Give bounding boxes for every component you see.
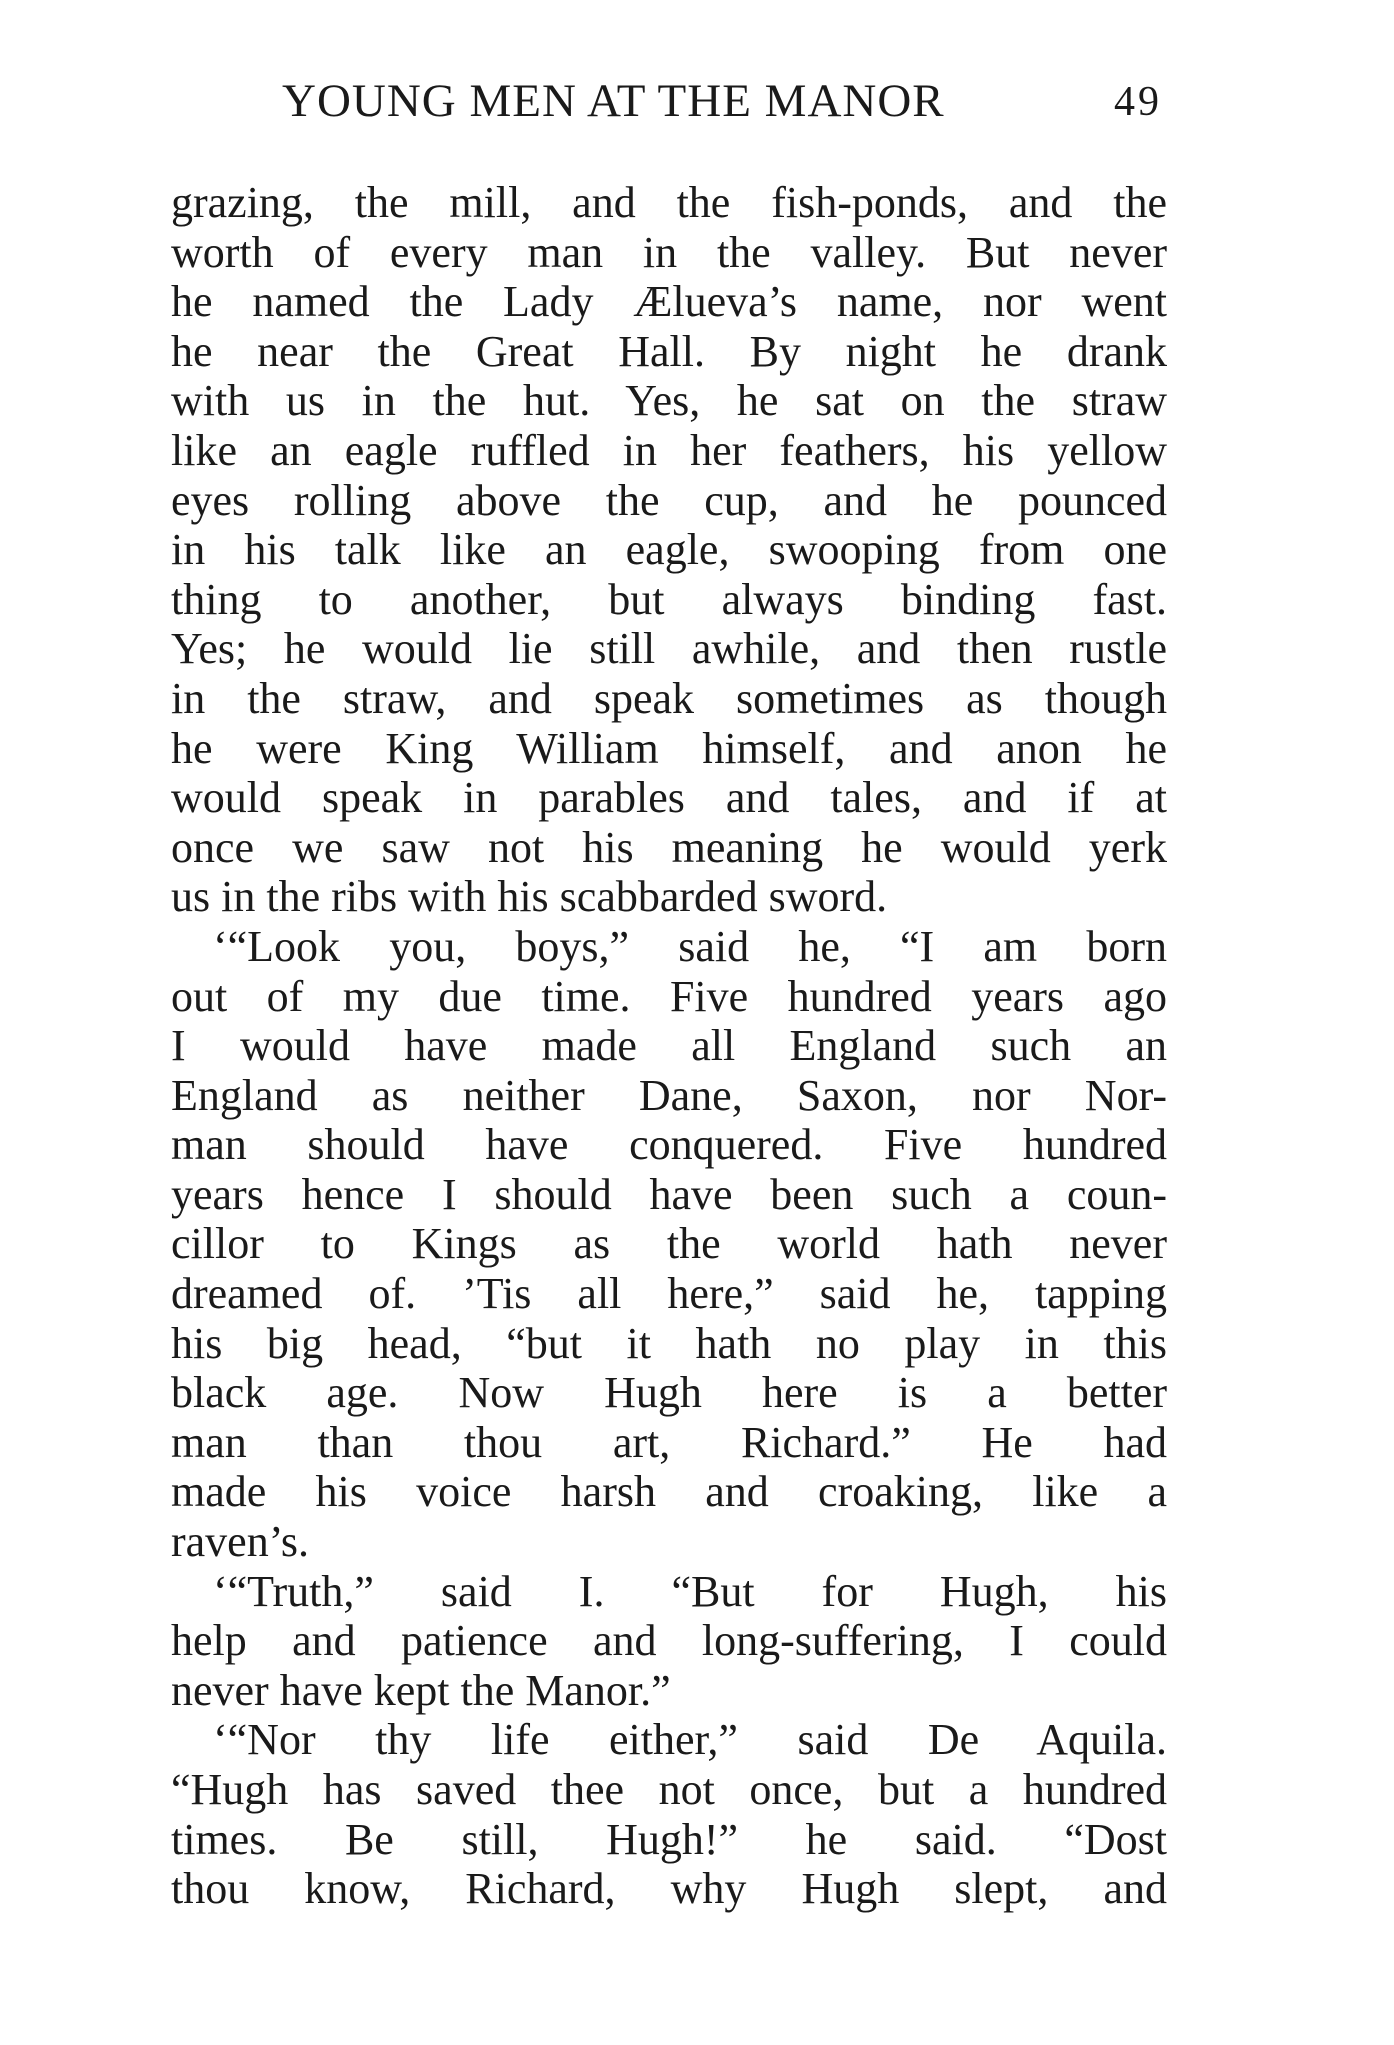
text-line: with us in the hut. Yes, he sat on the straw: [171, 376, 1167, 426]
text-line: Yes; he would lie still awhile, and then rustle: [171, 624, 1167, 674]
running-title: YOUNG MEN AT THE MANOR: [282, 75, 945, 127]
text-line: ‘“Nor thy life either,” said De Aquila.: [213, 1715, 1167, 1765]
text-line: never have kept the Manor.”: [171, 1665, 671, 1715]
text-line: worth of every man in the valley. But never: [171, 227, 1167, 277]
text-line: grazing, the mill, and the fish-ponds, and the: [171, 178, 1167, 227]
page-number: 49: [1114, 79, 1162, 125]
text-line: eyes rolling above the cup, and he pounced: [171, 475, 1167, 525]
body-text: [171, 178, 1167, 1914]
text-line: made his voice harsh and croaking, like a: [171, 1467, 1167, 1517]
text-line: thing to another, but always binding fast.: [171, 574, 1167, 624]
text-line: I would have made all England such an: [171, 1021, 1167, 1071]
text-line: help and patience and long-suffering, I could: [171, 1616, 1167, 1666]
text-line: ‘“Look you, boys,” said he, “I am born: [213, 921, 1167, 971]
text-line: thou know, Richard, why Hugh slept, and: [171, 1864, 1167, 1914]
text-line: he near the Great Hall. By night he drank: [171, 326, 1167, 376]
text-line: would speak in parables and tales, and if at: [171, 773, 1167, 823]
text-line: he named the Lady Ælueva’s name, nor went: [171, 277, 1167, 327]
text-line: years hence I should have been such a coun-: [171, 1169, 1167, 1219]
text-line: “Hugh has saved thee not once, but a hundred: [171, 1765, 1167, 1814]
text-line: man should have conquered. Five hundred: [171, 1120, 1167, 1170]
text-line: dreamed of. ’Tis all here,” said he, tapping: [171, 1269, 1167, 1319]
text-line: he were King William himself, and anon he: [171, 723, 1167, 773]
text-line: black age. Now Hugh here is a better: [171, 1368, 1167, 1418]
text-line: cillor to Kings as the world hath never: [171, 1219, 1167, 1269]
text-line: England as neither Dane, Saxon, nor Nor-: [171, 1070, 1167, 1120]
text-line: us in the ribs with his scabbarded sword.: [171, 872, 888, 922]
text-line: like an eagle ruffled in her feathers, his yellow: [171, 425, 1167, 475]
text-line: in his talk like an eagle, swooping from one: [171, 525, 1167, 575]
text-line: raven’s.: [171, 1517, 310, 1567]
text-line: ‘“Truth,” said I. “But for Hugh, his: [213, 1566, 1167, 1616]
text-line: once we saw not his meaning he would yerk: [171, 822, 1167, 872]
text-line: times. Be still, Hugh!” he said. “Dost: [171, 1814, 1167, 1864]
text-line: man than thou art, Richard.” He had: [171, 1417, 1167, 1467]
text-line: in the straw, and speak sometimes as though: [171, 673, 1167, 723]
text-line: out of my due time. Five hundred years ago: [171, 971, 1167, 1021]
running-head: [282, 74, 1162, 134]
text-line: his big head, “but it hath no play in this: [171, 1318, 1167, 1368]
